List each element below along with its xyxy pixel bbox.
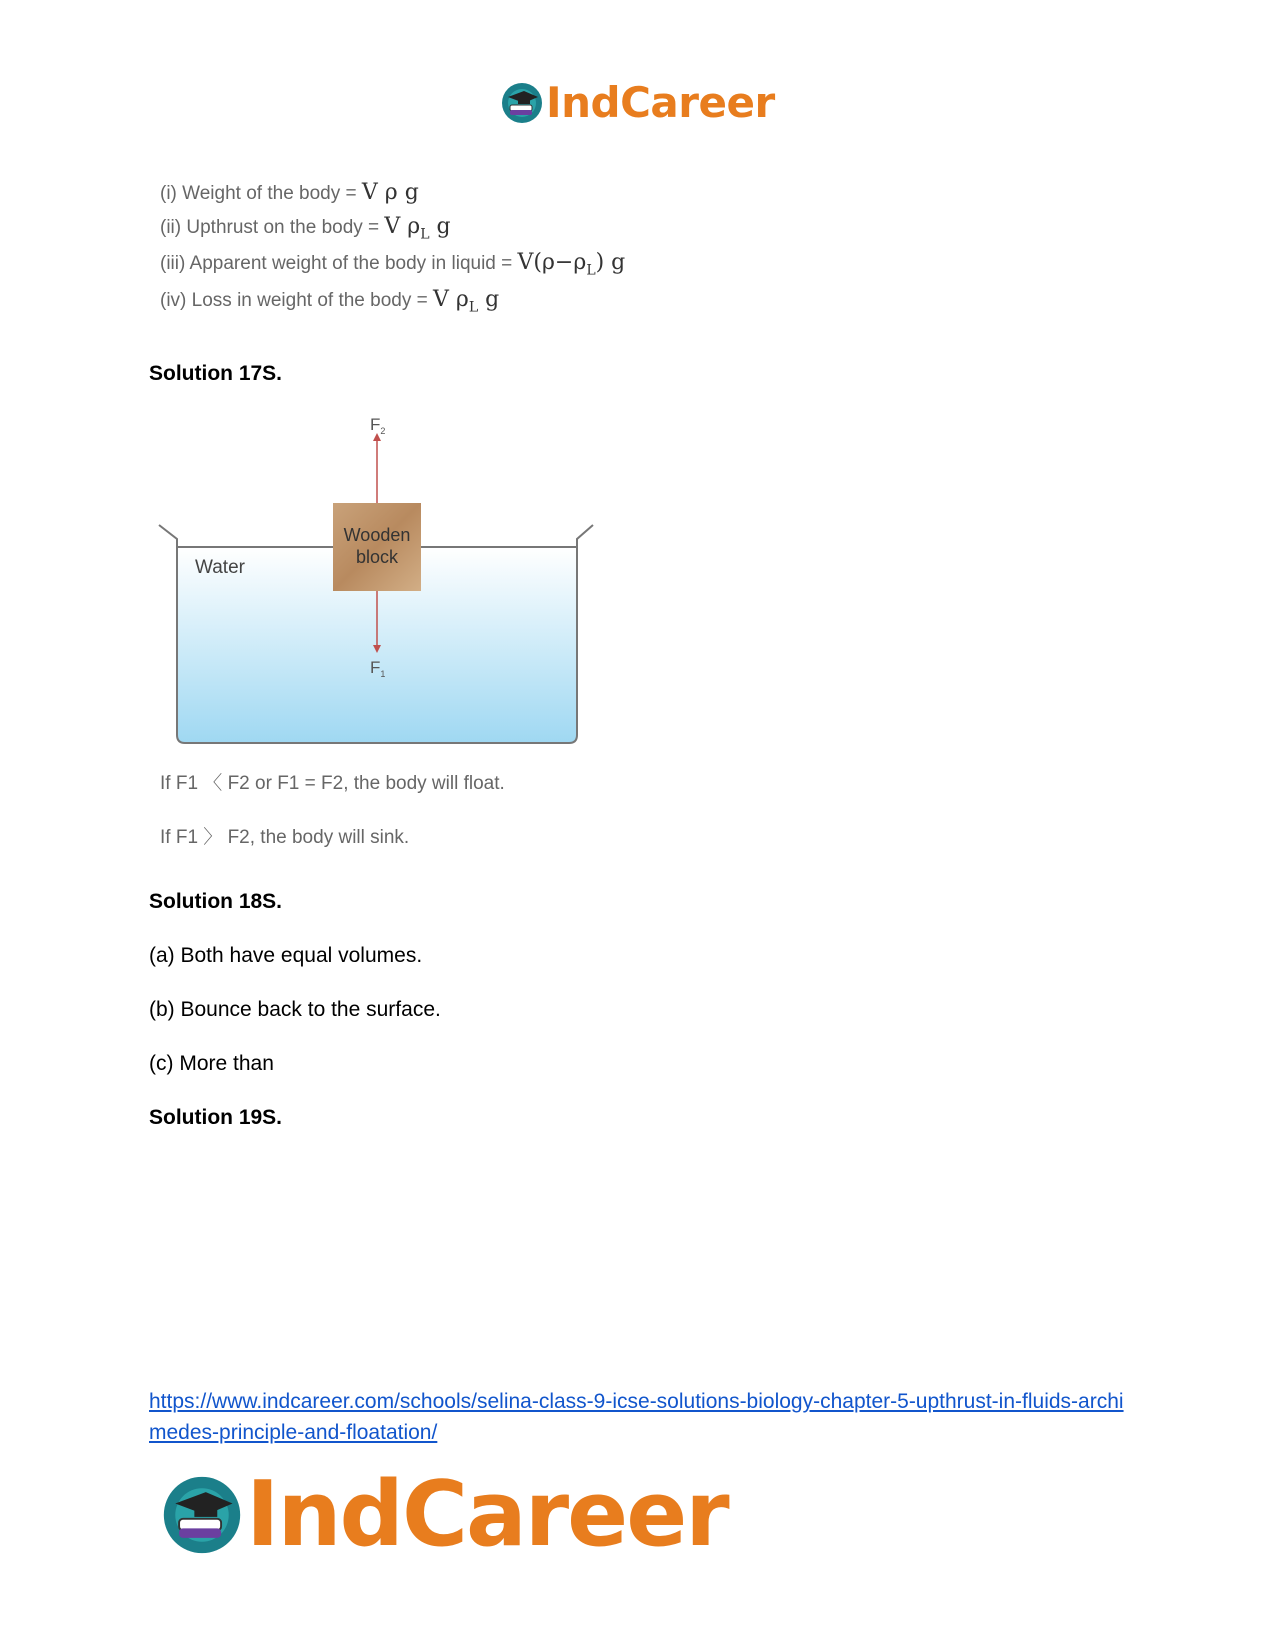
formula-expression: V $\rho_L$ g: [384, 214, 451, 243]
answer-c: (c) More than: [149, 1052, 274, 1075]
float-condition: If F1 〈 F2 or F1 = F2, the body will float.: [160, 773, 505, 794]
formula-apparent-weight: [160, 250, 625, 278]
formula-loss-in-weight: [160, 287, 499, 315]
graduation-cap-book-icon: [160, 1473, 244, 1557]
formula-upthrust: [160, 214, 451, 242]
force-top-label: $F_2$: [370, 415, 386, 436]
formula-label: (ii) Upthrust on the body =: [160, 217, 385, 238]
formula-label: (iv) Loss in weight of the body =: [160, 290, 434, 311]
solution-18-heading: Solution 18S.: [149, 890, 283, 913]
source-url-link[interactable]: https://www.indcareer.com/schools/selina-class-9-icse-solutions-biology-chapter-5-upthrust-in-fluids-archimedes-principle-and-floatation/: [149, 1390, 1124, 1444]
block-label-line1: Wooden: [343, 525, 411, 545]
brand-wordmark: IndCareer: [546, 78, 775, 127]
block-label-line2: block: [355, 547, 399, 567]
formula-label: (i) Weight of the body =: [160, 183, 362, 204]
solution-17-heading: Solution 17S.: [149, 362, 283, 385]
answer-b: (b) Bounce back to the surface.: [149, 998, 441, 1021]
formula-expression: $V(\rho-\rho_L)$ g: [517, 250, 626, 279]
brand-logo-top: [500, 78, 775, 127]
sink-condition: If F1 〉 F2, the body will sink.: [160, 827, 410, 848]
solution-19-heading: Solution 19S.: [149, 1106, 283, 1129]
brand-logo-bottom: [160, 1462, 728, 1567]
graduation-cap-book-icon: [500, 81, 544, 125]
water-label: Water: [195, 557, 245, 578]
brand-wordmark: IndCareer: [246, 1462, 728, 1567]
formula-label: (iii) Apparent weight of the body in liquid =: [160, 253, 518, 274]
floating-block-diagram: [155, 415, 595, 760]
formula-weight: [160, 180, 419, 205]
answer-a: (a) Both have equal volumes.: [149, 944, 423, 967]
force-bottom-label: $F_1$: [370, 658, 386, 679]
formula-expression: V ρ g: [361, 180, 419, 205]
formula-expression: V $\rho_L$ g: [433, 287, 500, 316]
